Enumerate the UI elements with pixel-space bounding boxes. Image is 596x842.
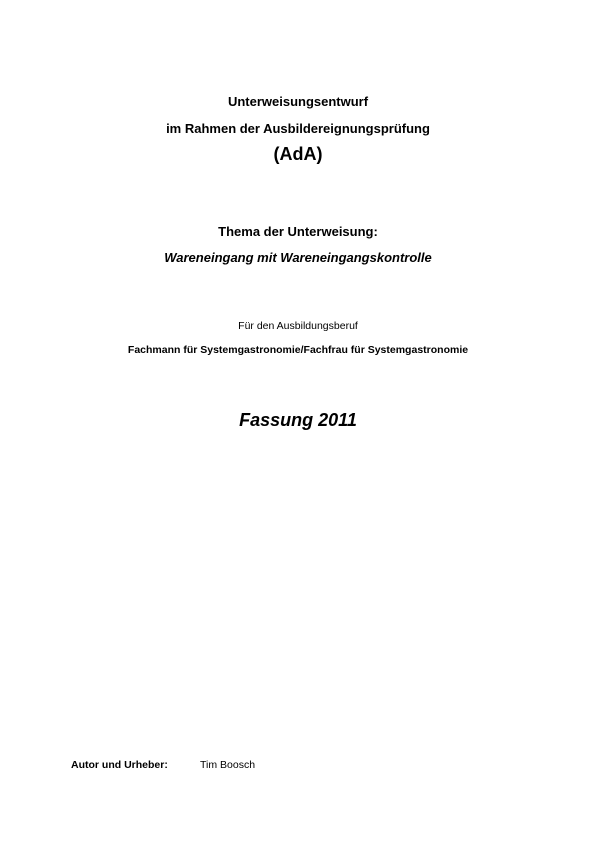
version-title: Fassung 2011 (239, 410, 357, 430)
topic-label: Thema der Unterweisung: (218, 224, 378, 239)
occupation-intro: Für den Ausbildungsberuf (238, 320, 358, 332)
author-name: Tim Boosch (200, 759, 256, 771)
author-line (71, 759, 255, 771)
occupation-name: Fachmann für Systemgastronomie/Fachfrau für Systemgastronomie (127, 344, 469, 356)
author-label: Autor und Urheber: (71, 759, 168, 771)
topic-title: Wareneingang mit Wareneingangskontrolle (164, 250, 432, 265)
heading-title: Unterweisungsentwurf (227, 94, 369, 109)
heading-abbreviation: (AdA) (273, 144, 323, 164)
heading-subtitle: im Rahmen der Ausbildereignungsprüfung (166, 121, 430, 136)
